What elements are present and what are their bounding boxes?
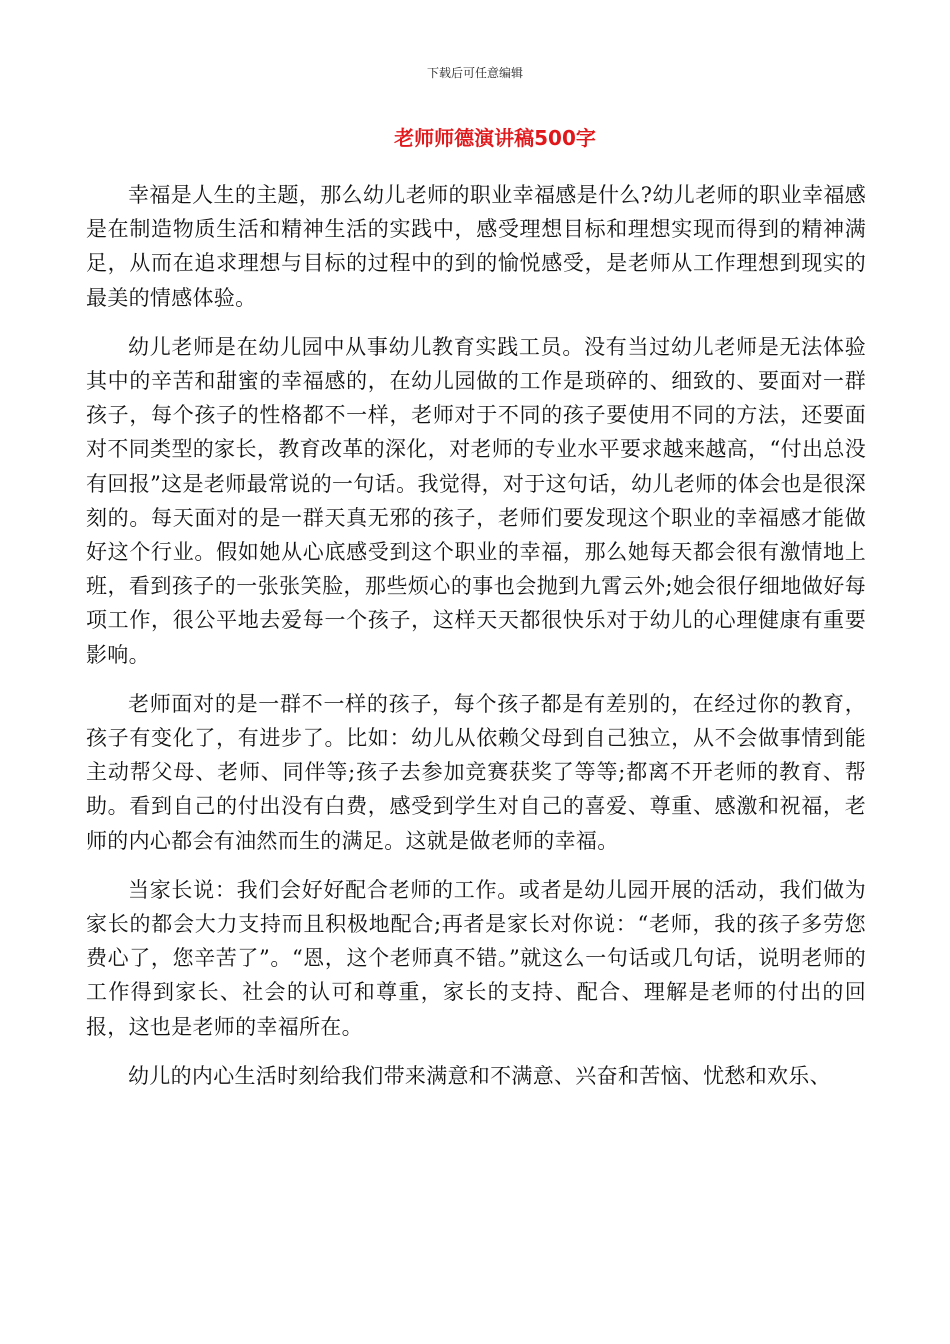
- paragraph: 幼儿的内心生活时刻给我们带来满意和不满意、兴奋和苦恼、忧愁和欢乐、: [128, 1063, 831, 1088]
- paragraph: 老师面对的是一群不一样的孩子，每个孩子都是有差别的，在经过你的教育，孩子有变化了，有进步了。比如：幼儿从依赖父母到自己独立，从不会做事情到能主动帮父母、老师、同伴等;孩子去参加竞赛获奖了等等;都离不开老师的教育、帮助。看到自己的付出没有白费，感受到学生对自己的喜爱、尊重、感激和祝福，老师的内心都会有油然而生的满足。这就是做老师的幸福。: [86, 691, 866, 853]
- header-note: 下载后可任意编辑: [426, 66, 523, 80]
- document-title: 老师师德演讲稿500字: [394, 126, 596, 150]
- paragraph: 当家长说：我们会好好配合老师的工作。或者是幼儿园开展的活动，我们做为家长的都会大力支持而且积极地配合;再者是家长对你说：“老师，我的孩子多劳您费心了，您辛苦了”。“恩，这个老师真不错。”就这么一句话或几句话，说明老师的工作得到家长、社会的认可和尊重，家长的支持、配合、理解是老师的付出的回报，这也是老师的幸福所在。: [86, 877, 866, 1039]
- paragraph: 幼儿老师是在幼儿园中从事幼儿教育实践工员。没有当过幼儿老师是无法体验其中的辛苦和甜蜜的幸福感的，在幼儿园做的工作是琐碎的、细致的、要面对一群孩子，每个孩子的性格都不一样，老师对于不同的孩子要使用不同的方法，还要面对不同类型的家长，教育改革的深化，对老师的专业水平要求越来越高，“付出总没有回报”这是老师最常说的一句话。我觉得，对于这句话，幼儿老师的体会也是很深刻的。每天面对的是一群天真无邪的孩子，老师们要发现这个职业的幸福感才能做好这个行业。假如她从心底感受到这个职业的幸福，那么她每天都会很有激情地上班，看到孩子的一张张笑脸，那些烦心的事也会抛到九霄云外;她会很仔细地做好每项工作，很公平地去爱每一个孩子，这样天天都很快乐对于幼儿的心理健康有重要影响。: [86, 334, 866, 667]
- document-body: [86, 178, 866, 1108]
- paragraph: 幸福是人生的主题，那么幼儿老师的职业幸福感是什么?幼儿老师的职业幸福感是在制造物质生活和精神生活的实践中，感受理想目标和理想实现而得到的精神满足，从而在追求理想与目标的过程中的到的愉悦感受，是老师从工作理想到现实的最美的情感体验。: [86, 183, 866, 310]
